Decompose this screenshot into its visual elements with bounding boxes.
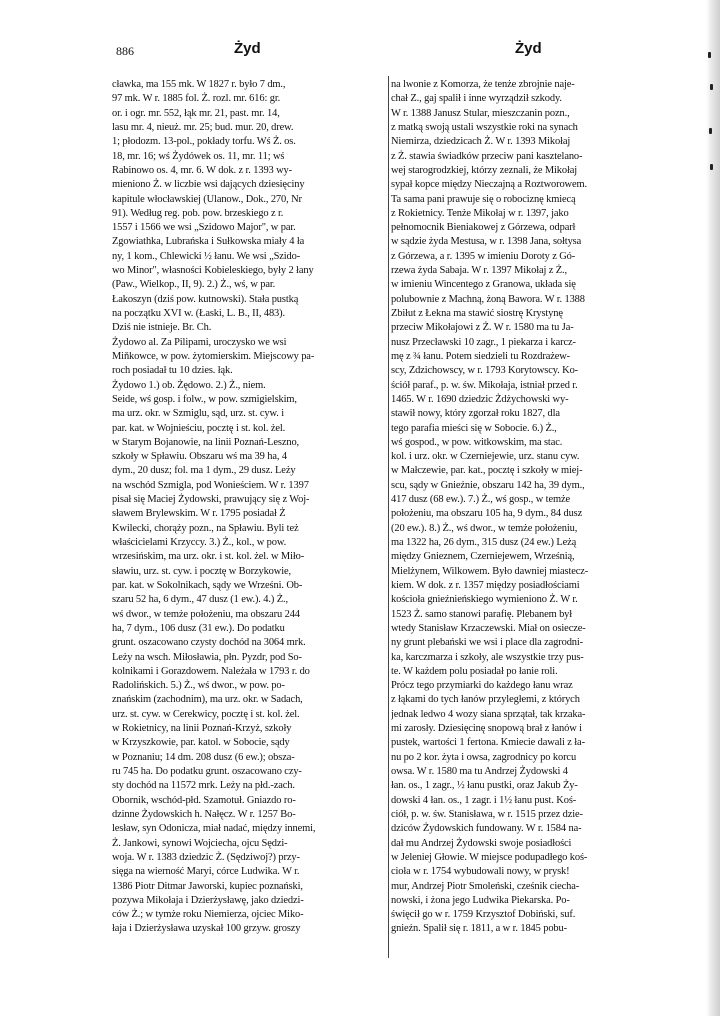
text-line: w Starym Bojanowie, na linii Poznań-Leszno, — [112, 436, 300, 448]
left-column — [112, 78, 391, 937]
text-line: (Paw., Wielkop., II, 9). 2.) Ż., wś, w par. — [112, 279, 276, 291]
text-line: łaja i Dzierżysława uzyskał 100 grzyw. groszy — [112, 923, 301, 935]
text-line: 417 dusz (68 ew.). 7.) Ż., wś gosp., w temże — [391, 494, 570, 506]
scan-speck — [709, 128, 712, 134]
page-number: 886 — [116, 44, 134, 58]
text-line: Ż. Jankowi, synowi Wojciecha, ojcu Sędzi- — [112, 837, 288, 849]
text-line: Mielżynem, Wilkowem. Było dawniej miastecz- — [391, 565, 589, 577]
text-line: w imieniu Wincentego z Granowa, układa się — [391, 279, 576, 291]
text-line: dym., 20 dusz; fol. ma 1 dym., 29 dusz. Leży — [112, 465, 296, 477]
text-line: sławem Brylewskim. W r. 1795 posiadał Ż — [112, 508, 286, 520]
text-line: par. kat. w Sokolnikach, sądy we Wrześni. Ob- — [112, 579, 303, 591]
right-column — [391, 78, 670, 937]
text-line: z matką swoją ustali wszystkie roki na synach — [391, 121, 578, 133]
text-line: scu, sądy w Gnieźnie, obszaru 142 ha, 39 dym., — [391, 479, 585, 491]
text-line: Leży na wsch. Miłosławia, płn. Pyzdr, pod So- — [112, 651, 302, 663]
text-line: w Rokietnicy, na linii Poznań-Krzyż, szkoły — [112, 723, 292, 735]
text-line: 1386 Piotr Ditmar Jaworski, kupiec poznański, — [112, 880, 303, 892]
text-line: z Rokietnicy. Tenże Mikołaj w r. 1397, jako — [391, 207, 569, 219]
text-line: znańskim (zachodnim), ma urz. okr. w Sadach, — [112, 694, 303, 706]
text-line: sypał kopce między Nieczajną a Roztworowem. — [391, 179, 587, 191]
text-line: kolnikami i Gorazdowem. Należała w 1793 r. do — [112, 665, 310, 677]
text-line: ma urz. okr. w Szmiglu, sąd, urz. st. cyw. i — [112, 408, 285, 420]
text-line: sty dochód na 11572 mrk. Leży na płd.-zach. — [112, 780, 295, 792]
scan-speck — [708, 52, 711, 58]
text-line: między Gnieznem, Czerniejewem, Wrześnią, — [391, 551, 575, 563]
text-line: cławka, ma 155 mk. W 1827 r. było 7 dm., — [112, 79, 286, 90]
text-line: te. W każdem polu posiadał po łanie roli. — [391, 665, 558, 677]
text-line: 97 mk. W r. 1885 fol. Ż. rozl. mr. 616: gr. — [112, 93, 281, 105]
text-line: 1; płodozm. 13-pol., pokłady torfu. Wś Ż. os. — [112, 136, 296, 148]
running-head-right: Żyd — [515, 40, 542, 57]
text-line: nusz Przecławski 10 zagr., 1 piekarza i karcz- — [391, 336, 576, 348]
text-line: lasu mr. 4, nieuż. mr. 25; bud. mur. 20, drew. — [112, 121, 294, 133]
text-line: 91). Według reg. pob. pow. brzeskiego z r. — [112, 207, 284, 219]
text-line: wś gospod., w pow. witkowskim, ma stac. — [391, 436, 563, 448]
scan-speck — [710, 84, 713, 90]
text-line: w Jeleniej Głowie. W miejsce podupadłego koś- — [391, 851, 588, 863]
text-line: stawił nowy, który zgorzał roku 1827, dla — [391, 408, 560, 420]
text-line: dzinne Żydowskich h. Nałęcz. W r. 1257 Bo- — [112, 808, 296, 820]
text-line: wej starogrodzkiej, którzy zeznali, że Mikołaj — [391, 164, 578, 176]
text-line: Niemirza, dziedzicach Ż. W r. 1393 Mikołaj — [391, 136, 571, 148]
text-line: pozywa Mikołaja i Dzierżysławę, jako dziedzi- — [112, 894, 304, 906]
text-line: dał mu Andrzej Żydowski swoje posiadłości — [391, 837, 572, 849]
text-line: ka, karczmarza i szkoły, ale wszystkie trzy pus- — [391, 651, 584, 663]
text-line: ha, 7 dym., 106 dusz (31 ew.). Do podatku — [112, 622, 285, 634]
text-line: kościoła gnieźnieńskiego wymieniono Ż. W r. — [391, 594, 578, 606]
text-line: sięga na wierność Maryi, córce Ludwika. W r. — [112, 866, 300, 878]
text-line: wś dwor., w temże położeniu, ma obszaru 244 — [112, 608, 300, 620]
text-line: Obornik, wschód-płd. Szamotuł. Gniazdo ro- — [112, 794, 296, 806]
text-line: Dziś nie istnieje. Br. Ch. — [112, 322, 212, 334]
text-line: owsa. W r. 1580 ma tu Andrzej Żydowski 4 — [391, 766, 568, 777]
text-line: Kwilecki, chorąży pozn., na Spławiu. Byli też — [112, 522, 299, 534]
text-line: w sądzie żyda Mestusa, w r. 1398 Jana, sołtysa — [391, 236, 582, 248]
text-line: Żydowo 1.) ob. Żędowo. 2.) Ż., niem. — [112, 379, 266, 391]
text-line: na lwonie z Komorza, że tenże zbrojnie naje- — [391, 79, 575, 90]
text-line: sławiu, urz. st. cyw. i pocztę w Borzykowie, — [112, 565, 291, 577]
text-line: cioła w r. 1754 wybudowali nowy, w prysk! — [391, 866, 570, 878]
text-line: łan. os., 1 zagr., ½ łanu pustki, oraz Jakub Ży- — [391, 780, 578, 792]
text-line: ciół, p. w. św. Stanisława, w r. 1515 przez dzie- — [391, 808, 583, 820]
text-line: Rabinowo os. 4, mr. 6. W dok. z r. 1393 wy- — [112, 164, 293, 176]
text-line: wrzesińskim, ma urz. okr. i st. kol. żel. w Miło- — [112, 551, 305, 563]
text-line: Zgowiathka, Lubrańska i Sułkowska miały 4 ła — [112, 236, 305, 248]
text-line: szaru 52 ha, 6 dym., 47 dusz (1 ew.). 4.) Ż., — [112, 594, 288, 606]
text-line: scy, Zdzichowscy, w r. 1793 Korytowscy. Ko- — [391, 365, 579, 377]
text-line: pisał się Maciej Żydowski, prawujący się z Woj- — [112, 494, 310, 506]
text-line: wtedy Stanisław Krzaczewski. Miał on osiecze- — [391, 622, 586, 634]
text-line: Miňkowce, w pow. żytomierskim. Miejscowy pa- — [112, 350, 315, 362]
text-line: wo Minor", własności Kobieleskiego, były 2 łany — [112, 265, 314, 277]
text-line: przeciw Mikołajowi z Ż. W r. 1580 ma tu Ja- — [391, 322, 574, 334]
scan-edge-shadow — [706, 0, 720, 1016]
text-line: dowski 4 łan. os., 1 zagr. i 1½ łanu pust. Koś- — [391, 794, 577, 806]
text-line: Zbiłut z Łekna ma stawić siostrę Krystynę — [391, 308, 563, 319]
text-line: urz. st. cyw. w Cerekwicy, pocztę i st. kol. żel. — [112, 708, 300, 720]
text-line: położeniu, ma obszaru 105 ha, 9 dym., 84 dusz — [391, 508, 583, 520]
scan-speck — [710, 164, 713, 170]
text-line: mur, Andrzej Piotr Smoleński, cześnik ciecha- — [391, 880, 580, 892]
text-line: chał Z., gaj spalił i inne wyrządził szkody. — [391, 93, 562, 105]
text-line: Ta sama pani prawuje się o robociznę kmiecą — [391, 193, 576, 205]
text-line: ściół paraf., p. w. św. Mikołaja, istniał przed r. — [391, 379, 578, 391]
text-line: nowski, i żona jego Ludwika Piekarska. Po- — [391, 894, 570, 906]
text-line: ców Ż.; w tymże roku Niemierza, ojciec Miko- — [112, 909, 304, 921]
text-line: lesław, syn Odonicza, miał nadać, między innemi, — [112, 823, 316, 835]
text-line: mi zarosły. Dziesięcinę snopową brał z łanów i — [391, 723, 582, 735]
text-line: na początku XVI w. (Łaski, L. B., II, 483). — [112, 308, 286, 319]
text-line: kapitule włocławskiej (Ulanow., Dok., 270, Nr — [112, 193, 302, 205]
text-line: 1523 Ż. samo stanowi parafię. Plebanem był — [391, 608, 573, 620]
text-line: w Poznaniu; 14 dm. 208 dusz (6 ew.); obsza- — [112, 751, 295, 763]
text-line: z łąkami do tych łanów przyległemi, z których — [391, 694, 580, 706]
text-line: nu po 2 kor. żyta i owsa, zagrodnicy po korcu — [391, 751, 577, 763]
text-line: pustek, wartości 1 fertona. Kmiecie dawali z ła- — [391, 737, 585, 749]
text-line: or. i ogr. mr. 552, łąk mr. 21, past. mr. 14, — [112, 107, 280, 119]
text-line: dziców Żydowskich fundowany. W r. 1584 na- — [391, 823, 582, 835]
text-line: grunt. oszacowano czysty dochód na 3064 mrk. — [112, 637, 306, 649]
text-line: 1465. W r. 1690 dziedzic Żdżychowski wy- — [391, 393, 569, 405]
text-line: Radolińskich. 5.) Ż., wś dwor., w pow. po- — [112, 680, 285, 692]
text-line: z Ż. stawia świadków przeciw pani kasztelano- — [391, 150, 583, 162]
text-line: mieniono Ż. w liczbie wsi dających dziesięciny — [112, 179, 305, 191]
text-line: w Małczewie, par. kat., pocztę i szkoły w miej- — [391, 465, 583, 477]
text-line: tego parafia mieści się w Sobocie. 6.) Ż., — [391, 422, 557, 434]
text-line: (20 ew.). 8.) Ż., wś dwor., w temże położeniu, — [391, 522, 578, 534]
text-line: Seide, wś gosp. i folw., w pow. szmigielskim, — [112, 393, 297, 405]
text-line: gnieźn. Spalił się r. 1811, a w r. 1845 pobu- — [391, 923, 567, 935]
text-line: Żydowo al. Za Pilipami, uroczysko we wsi — [112, 336, 287, 348]
text-line: Łakoszyn (dziś pow. kutnowski). Stała pustką — [112, 293, 299, 305]
text-line: święcił go w r. 1759 Krzysztof Dobiński, suf. — [391, 909, 576, 921]
running-head-left: Żyd — [234, 40, 261, 57]
text-line: pełnomocnik Bieniakowej z Górzewa, odparł — [391, 222, 576, 234]
text-line: w Krzyszkowie, par. katol. w Sobocie, sądy — [112, 737, 290, 749]
text-line: z Górzewa, a r. 1395 w imieniu Doroty z Gó- — [391, 250, 576, 262]
text-line: ma 1322 ha, 26 dym., 315 dusz (24 ew.) Leżą — [391, 537, 577, 548]
text-line: kol. i urz. okr. w Czerniejewie, urz. stanu cyw. — [391, 451, 580, 463]
text-line: Prócz tego przymiarki do każdego łanu wraz — [391, 680, 573, 692]
text-line: woja. W r. 1383 dziedzic Ż. (Sędziwoj?) przy- — [112, 851, 300, 863]
text-line: 1557 i 1566 we wsi „Szidowo Major", w par. — [112, 222, 296, 234]
text-line: ny, 1 kom., Chlewicki ½ łanu. We wsi „Szido- — [112, 250, 301, 262]
text-line: jednak ledwo 4 wozy siana sprzątał, tak krzaka- — [391, 708, 586, 720]
text-line: polubownie z Machną, żoną Bawora. W r. 1388 — [391, 293, 585, 305]
text-line: szkoły w Spławiu. Obszaru wś ma 39 ha, 4 — [112, 451, 287, 463]
page-header — [112, 38, 674, 64]
text-line: rzewa żyda Sabaja. W r. 1397 Mikołaj z Ż., — [391, 265, 568, 277]
text-line: na wschód Szmigla, pod Wonieściem. W r. 1397 — [112, 479, 309, 491]
text-line: ny grunt plebański we wsi i place dla zagrodni- — [391, 637, 584, 649]
text-line: mę z ¾ łanu. Potem siedzieli tu Rozdrażew- — [391, 350, 571, 362]
text-line: właścicielami Krzyccy. 3.) Ż., kol., w pow. — [112, 537, 287, 548]
text-line: 18, mr. 16; wś Żydówek os. 11, mr. 11; wś — [112, 150, 285, 162]
text-line: W r. 1388 Janusz Stular, mieszczanin pozn., — [391, 107, 570, 119]
text-line: par. kat. w Wojnieściu, pocztę i st. kol. żel. — [112, 422, 286, 434]
text-line: ru 745 ha. Do podatku grunt. oszacowano czy- — [112, 766, 302, 777]
text-line: roch posiadał tu 10 dzies. łąk. — [112, 365, 233, 377]
text-line: kiem. W dok. z r. 1357 między posiadłościami — [391, 579, 580, 591]
